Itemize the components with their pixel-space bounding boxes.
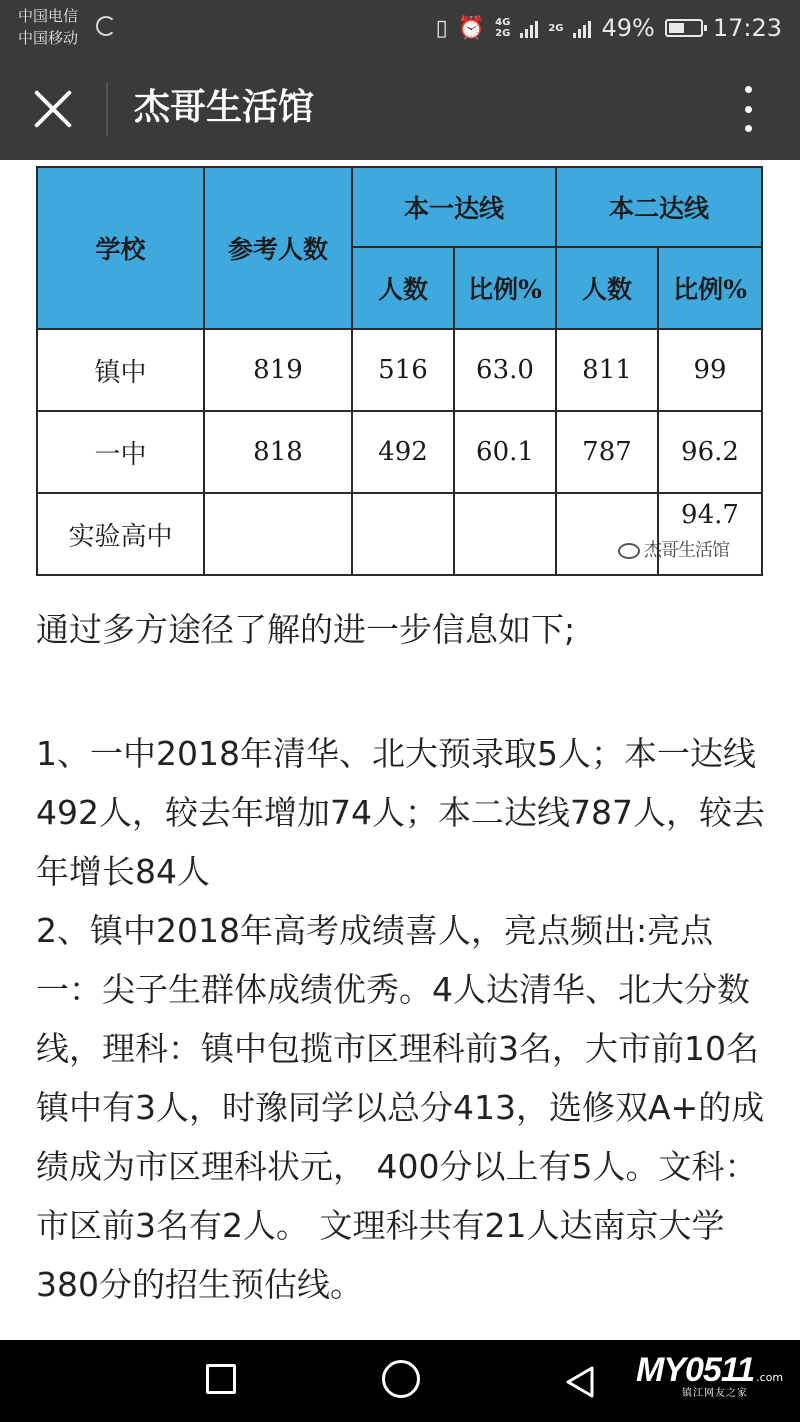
header-school: 学校 <box>37 167 204 329</box>
signal-bars-icon <box>520 18 538 38</box>
cell-line1-ratio <box>454 493 556 575</box>
clock: 17:23 <box>712 14 782 42</box>
dot-icon <box>745 86 752 93</box>
more-options-button[interactable] <box>736 86 760 132</box>
paragraph-1-text: 1、一中2018年清华、北大预录取5人；本一达线492人，较去年增加74人；本二达线787人，较去年增长84人 <box>36 734 765 891</box>
dot-icon <box>745 106 752 113</box>
table-row <box>37 493 762 575</box>
logo-subtitle: 镇江网友之家 <box>682 1388 748 1399</box>
alarm-icon: ⏰ <box>457 15 486 41</box>
title-bar <box>0 56 800 160</box>
close-button[interactable] <box>30 86 76 132</box>
cell-line1-ratio: 60.1 <box>454 411 556 493</box>
wechat-icon <box>618 543 640 559</box>
carrier-info <box>18 5 78 49</box>
cell-school: 一中 <box>37 411 204 493</box>
cell-line1-count: 516 <box>352 329 454 411</box>
intro-text: 通过多方途径了解的进一步信息如下; <box>36 610 576 649</box>
paragraph-2-text: 2、镇中2018年高考成绩喜人，亮点频出:亮点一：尖子生群体成绩优秀。4人达清华、北大分数线，理科：镇中包揽市区理科前3名，大市前10名镇中有3人，时豫同学以总分413，选修双A+的成绩成为市区理科状元， 400分以上有5人。文科：市区前3名有2人。 文理科共有21人达南京大学380分的招生预估线。 <box>36 911 765 1304</box>
cell-line2-ratio: 94.7 <box>658 493 762 575</box>
vibrate-icon: ▯ <box>435 15 448 41</box>
navigation-bar <box>0 1340 800 1422</box>
cell-line2-count: 787 <box>556 411 658 493</box>
table-header-row <box>37 167 762 247</box>
cell-examinees: 818 <box>204 411 352 493</box>
cell-examinees <box>204 493 352 575</box>
table-row <box>37 329 762 411</box>
network-type-2: 2G <box>548 22 564 34</box>
signal-bars-2-icon <box>573 18 591 38</box>
header-line1-count: 人数 <box>352 247 454 329</box>
cell-examinees: 819 <box>204 329 352 411</box>
cell-line2-count: 811 <box>556 329 658 411</box>
header-line1: 本一达线 <box>352 167 556 247</box>
home-button[interactable] <box>382 1360 420 1398</box>
cell-line2-ratio: 96.2 <box>658 411 762 493</box>
paragraph-1 <box>36 724 766 1314</box>
header-examinees: 参考人数 <box>204 167 352 329</box>
header-line2-ratio: 比例% <box>658 247 762 329</box>
status-bar <box>0 0 800 56</box>
network-type-indicator: 4G 2G <box>495 17 511 39</box>
cell-line1-ratio: 63.0 <box>454 329 556 411</box>
title-divider <box>106 82 108 136</box>
cell-school: 实验高中 <box>37 493 204 575</box>
status-icons <box>436 0 782 56</box>
image-watermark <box>618 536 729 562</box>
site-logo <box>636 1352 783 1399</box>
header-line2: 本二达线 <box>556 167 762 247</box>
cell-school: 镇中 <box>37 329 204 411</box>
page-title: 杰哥生活馆 <box>134 87 315 128</box>
logo-domain: .com <box>756 1371 784 1384</box>
battery-percent: 49% <box>601 14 655 42</box>
carrier-2: 中国移动 <box>18 29 79 47</box>
table-row <box>37 411 762 493</box>
cell-line1-count: 492 <box>352 411 454 493</box>
cell-line1-count <box>352 493 454 575</box>
article-content[interactable] <box>0 160 800 1340</box>
header-line2-count: 人数 <box>556 247 658 329</box>
cell-line2-count <box>556 493 658 575</box>
score-table <box>36 166 763 576</box>
dot-icon <box>745 125 752 132</box>
carrier-1: 中国电信 <box>18 7 79 25</box>
cell-line2-ratio: 99 <box>658 329 762 411</box>
recents-button[interactable] <box>206 1364 236 1394</box>
header-line1-ratio: 比例% <box>454 247 556 329</box>
battery-icon <box>665 19 703 37</box>
loading-spinner-icon <box>96 16 116 36</box>
watermark-text: 杰哥生活馆 <box>644 540 729 561</box>
back-button[interactable] <box>562 1364 598 1400</box>
logo-text: MY0511 <box>636 1351 755 1389</box>
